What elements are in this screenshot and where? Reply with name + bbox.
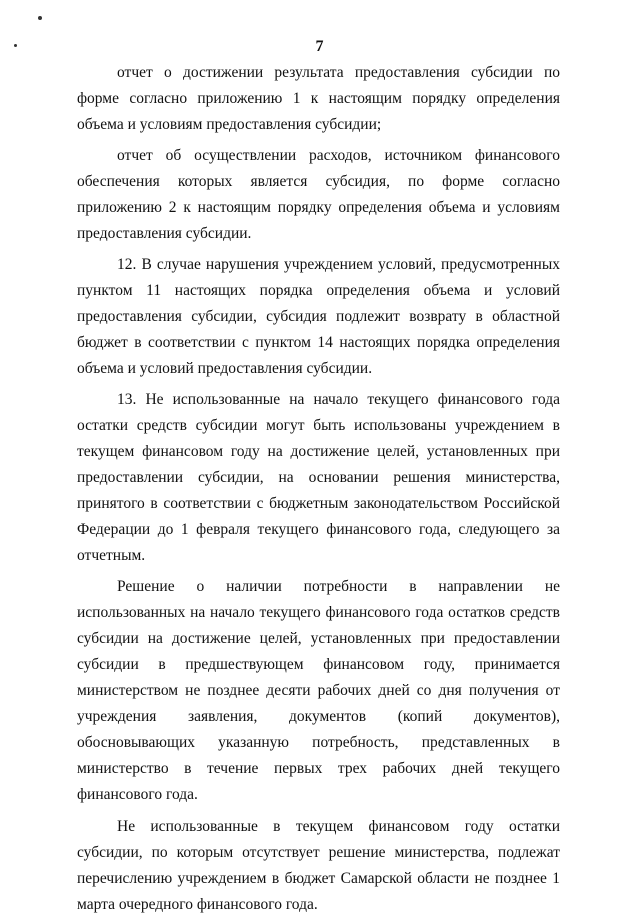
body-text (77, 60, 560, 922)
paragraph-clause-13: 13. Не использованные на начало текущего финансового года остатки средств субсидии могут быть использованы учреждением в текущем финансовом году на достижение целей, установленных при предоставлении субсидии, на основании решения министерства, принятого в соответствии с бюджетным законодательством Российской Федерации до 1 февраля текущего финансового года, следующего за отчетным. (77, 391, 560, 564)
page-number: 7 (315, 38, 324, 55)
paragraph-need-decision: Решение о наличии потребности в направлении не использованных на начало текущего финансового года остатков средств субсидии на достижение целей, установленных при предоставлении субсидии в предшествующем финансовом году, принимается министерством не позднее десяти рабочих дней со дня получения от учреждения заявления, документов (копий документов), обосновывающих указанную потребность, представленных в министерство в течение первых трех рабочих дней текущего финансового года. (77, 578, 560, 803)
paragraph-report-expenses: отчет об осуществлении расходов, источником финансового обеспечения которых является субсидия, по форме согласно приложению 2 к настоящим порядку определения объема и условиям предоставления субсидии. (77, 147, 560, 242)
paragraph-clause-12: 12. В случае нарушения учреждением условий, предусмотренных пунктом 11 настоящих порядка определения объема и условий предоставления субсидии, субсидия подлежит возврату в областной бюджет в соответствии с пунктом 14 настоящих порядка определения объема и условий предоставления субсидии. (77, 256, 560, 377)
paragraph-unused-balances: Не использованные в текущем финансовом году остатки субсидии, по которым отсутствует решение министерства, подлежат перечислению учреждением в бюджет Самарской области не позднее 1 марта очередного финансового года. (77, 818, 560, 913)
paragraph-report-result: отчет о достижении результата предоставления субсидии по форме согласно приложению 1 к настоящим порядку определения объема и условиям предоставления субсидии; (77, 64, 560, 133)
scan-speck (38, 16, 42, 20)
